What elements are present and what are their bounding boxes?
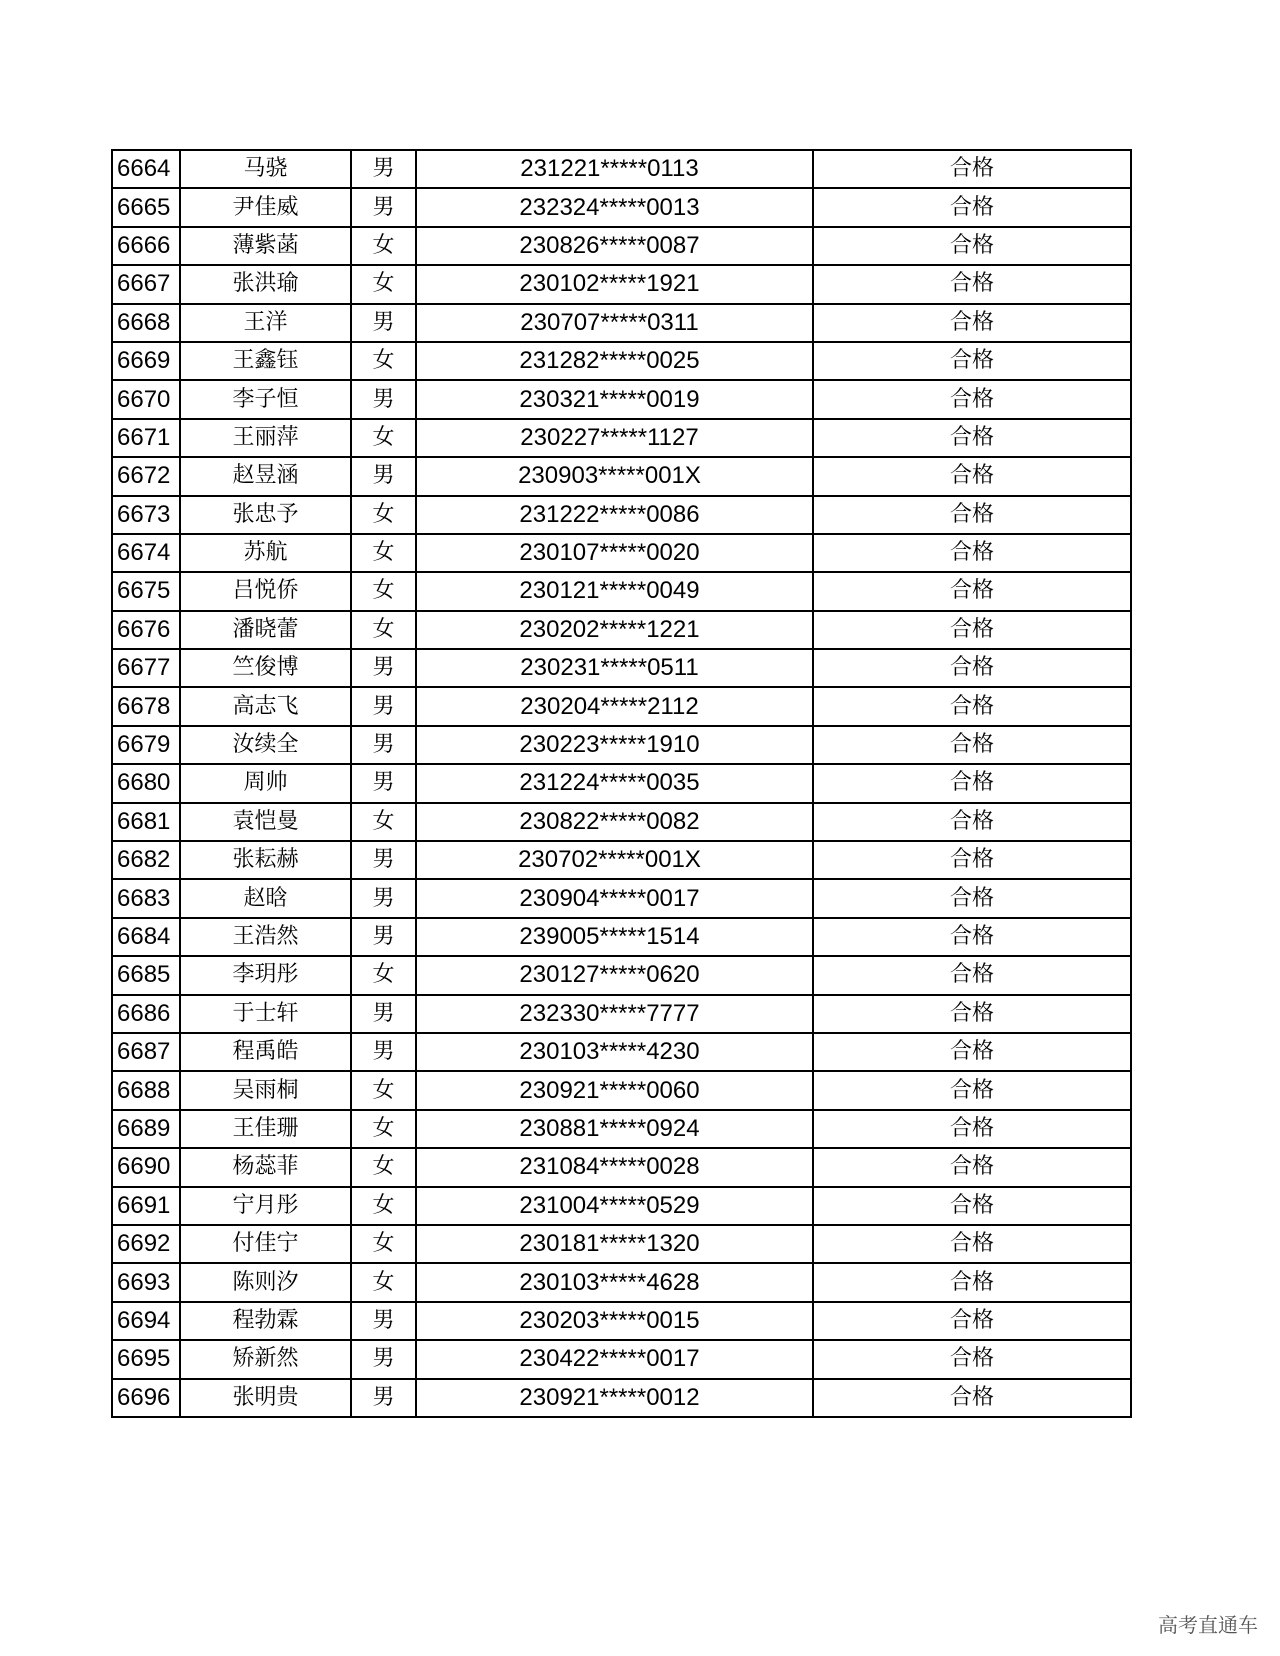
person-name: 张耘赫	[180, 841, 351, 879]
table-row	[112, 227, 1131, 265]
table-row	[112, 918, 1131, 956]
person-name: 张明贵	[180, 1379, 351, 1417]
person-name: 马骁	[180, 150, 351, 188]
table-row	[112, 649, 1131, 687]
id-number: 230904*****0017	[416, 879, 813, 917]
table-row	[112, 188, 1131, 226]
result-status: 合格	[813, 572, 1131, 610]
id-number: 230203*****0015	[416, 1302, 813, 1340]
table-row	[112, 879, 1131, 917]
person-name: 宁月彤	[180, 1187, 351, 1225]
id-number: 230181*****1320	[416, 1225, 813, 1263]
row-number: 6674	[112, 534, 180, 572]
table-row	[112, 572, 1131, 610]
gender: 女	[351, 419, 416, 457]
row-number: 6666	[112, 227, 180, 265]
id-number: 232324*****0013	[416, 188, 813, 226]
result-status: 合格	[813, 1225, 1131, 1263]
row-number: 6695	[112, 1340, 180, 1378]
result-status: 合格	[813, 380, 1131, 418]
gender: 男	[351, 764, 416, 802]
person-name: 王佳珊	[180, 1110, 351, 1148]
gender: 男	[351, 649, 416, 687]
result-status: 合格	[813, 188, 1131, 226]
id-number: 230921*****0060	[416, 1071, 813, 1109]
table-row	[112, 1071, 1131, 1109]
id-number: 230121*****0049	[416, 572, 813, 610]
result-status: 合格	[813, 687, 1131, 725]
table-row	[112, 265, 1131, 303]
id-number: 230921*****0012	[416, 1379, 813, 1417]
result-status: 合格	[813, 611, 1131, 649]
person-name: 潘晓蕾	[180, 611, 351, 649]
person-name: 薄紫菡	[180, 227, 351, 265]
person-name: 赵昱涵	[180, 457, 351, 495]
row-number: 6682	[112, 841, 180, 879]
gender: 女	[351, 496, 416, 534]
table-row	[112, 611, 1131, 649]
person-name: 杨蕊菲	[180, 1148, 351, 1186]
gender: 男	[351, 726, 416, 764]
result-status: 合格	[813, 841, 1131, 879]
id-number: 231282*****0025	[416, 342, 813, 380]
id-number: 230202*****1221	[416, 611, 813, 649]
id-number: 230321*****0019	[416, 380, 813, 418]
row-number: 6679	[112, 726, 180, 764]
gender: 女	[351, 803, 416, 841]
person-name: 张忠予	[180, 496, 351, 534]
gender: 女	[351, 1071, 416, 1109]
id-number: 239005*****1514	[416, 918, 813, 956]
id-number: 230881*****0924	[416, 1110, 813, 1148]
row-number: 6687	[112, 1033, 180, 1071]
table-row	[112, 150, 1131, 188]
result-status: 合格	[813, 1340, 1131, 1378]
row-number: 6664	[112, 150, 180, 188]
id-number: 230103*****4628	[416, 1263, 813, 1301]
person-name: 程勃霖	[180, 1302, 351, 1340]
row-number: 6691	[112, 1187, 180, 1225]
result-status: 合格	[813, 304, 1131, 342]
result-status: 合格	[813, 534, 1131, 572]
table-row	[112, 1379, 1131, 1417]
row-number: 6667	[112, 265, 180, 303]
person-name: 苏航	[180, 534, 351, 572]
gender: 男	[351, 1302, 416, 1340]
table-row	[112, 457, 1131, 495]
row-number: 6665	[112, 188, 180, 226]
result-status: 合格	[813, 1379, 1131, 1417]
id-number: 230903*****001X	[416, 457, 813, 495]
row-number: 6675	[112, 572, 180, 610]
table-row	[112, 342, 1131, 380]
row-number: 6670	[112, 380, 180, 418]
gender: 女	[351, 1263, 416, 1301]
table-row	[112, 995, 1131, 1033]
row-number: 6680	[112, 764, 180, 802]
results-table-body	[112, 150, 1131, 1417]
table-row	[112, 380, 1131, 418]
id-number: 230702*****001X	[416, 841, 813, 879]
person-name: 汝续全	[180, 726, 351, 764]
gender: 男	[351, 841, 416, 879]
id-number: 230227*****1127	[416, 419, 813, 457]
row-number: 6693	[112, 1263, 180, 1301]
row-number: 6676	[112, 611, 180, 649]
result-status: 合格	[813, 1302, 1131, 1340]
id-number: 230231*****0511	[416, 649, 813, 687]
result-status: 合格	[813, 1187, 1131, 1225]
person-name: 付佳宁	[180, 1225, 351, 1263]
person-name: 王鑫钰	[180, 342, 351, 380]
id-number: 230103*****4230	[416, 1033, 813, 1071]
person-name: 袁恺曼	[180, 803, 351, 841]
person-name: 王洋	[180, 304, 351, 342]
gender: 女	[351, 611, 416, 649]
gender: 男	[351, 304, 416, 342]
result-status: 合格	[813, 419, 1131, 457]
gender: 女	[351, 956, 416, 994]
person-name: 王丽萍	[180, 419, 351, 457]
table-row	[112, 1263, 1131, 1301]
table-row	[112, 1302, 1131, 1340]
row-number: 6690	[112, 1148, 180, 1186]
id-number: 230822*****0082	[416, 803, 813, 841]
result-status: 合格	[813, 764, 1131, 802]
result-status: 合格	[813, 803, 1131, 841]
person-name: 竺俊博	[180, 649, 351, 687]
person-name: 张洪瑜	[180, 265, 351, 303]
result-status: 合格	[813, 227, 1131, 265]
result-status: 合格	[813, 150, 1131, 188]
row-number: 6677	[112, 649, 180, 687]
person-name: 王浩然	[180, 918, 351, 956]
id-number: 230826*****0087	[416, 227, 813, 265]
gender: 男	[351, 687, 416, 725]
result-status: 合格	[813, 918, 1131, 956]
person-name: 周帅	[180, 764, 351, 802]
person-name: 吕悦侨	[180, 572, 351, 610]
row-number: 6678	[112, 687, 180, 725]
id-number: 230204*****2112	[416, 687, 813, 725]
result-status: 合格	[813, 879, 1131, 917]
result-status: 合格	[813, 457, 1131, 495]
table-row	[112, 1340, 1131, 1378]
row-number: 6671	[112, 419, 180, 457]
table-row	[112, 419, 1131, 457]
person-name: 李玥彤	[180, 956, 351, 994]
result-status: 合格	[813, 1033, 1131, 1071]
person-name: 李子恒	[180, 380, 351, 418]
id-number: 230127*****0620	[416, 956, 813, 994]
gender: 女	[351, 1187, 416, 1225]
table-row	[112, 534, 1131, 572]
gender: 男	[351, 995, 416, 1033]
result-status: 合格	[813, 995, 1131, 1033]
table-row	[112, 1225, 1131, 1263]
person-name: 程禹皓	[180, 1033, 351, 1071]
table-row	[112, 496, 1131, 534]
person-name: 高志飞	[180, 687, 351, 725]
gender: 男	[351, 457, 416, 495]
row-number: 6683	[112, 879, 180, 917]
result-status: 合格	[813, 1148, 1131, 1186]
table-row	[112, 304, 1131, 342]
result-status: 合格	[813, 1263, 1131, 1301]
person-name: 矫新然	[180, 1340, 351, 1378]
gender: 男	[351, 1033, 416, 1071]
result-status: 合格	[813, 1110, 1131, 1148]
row-number: 6689	[112, 1110, 180, 1148]
row-number: 6668	[112, 304, 180, 342]
person-name: 于士轩	[180, 995, 351, 1033]
row-number: 6681	[112, 803, 180, 841]
gender: 女	[351, 534, 416, 572]
id-number: 231224*****0035	[416, 764, 813, 802]
result-status: 合格	[813, 649, 1131, 687]
gender: 女	[351, 572, 416, 610]
id-number: 230107*****0020	[416, 534, 813, 572]
row-number: 6688	[112, 1071, 180, 1109]
id-number: 231004*****0529	[416, 1187, 813, 1225]
gender: 男	[351, 380, 416, 418]
gender: 男	[351, 188, 416, 226]
gender: 女	[351, 227, 416, 265]
person-name: 赵晗	[180, 879, 351, 917]
person-name: 尹佳威	[180, 188, 351, 226]
gender: 男	[351, 1379, 416, 1417]
id-number: 231084*****0028	[416, 1148, 813, 1186]
table-row	[112, 803, 1131, 841]
gender: 女	[351, 342, 416, 380]
gender: 女	[351, 1225, 416, 1263]
row-number: 6692	[112, 1225, 180, 1263]
gender: 女	[351, 1110, 416, 1148]
table-row	[112, 956, 1131, 994]
results-table	[111, 149, 1132, 1418]
person-name: 陈则汐	[180, 1263, 351, 1301]
row-number: 6685	[112, 956, 180, 994]
row-number: 6686	[112, 995, 180, 1033]
result-status: 合格	[813, 342, 1131, 380]
gender: 女	[351, 265, 416, 303]
gender: 男	[351, 150, 416, 188]
id-number: 230223*****1910	[416, 726, 813, 764]
result-status: 合格	[813, 726, 1131, 764]
id-number: 230102*****1921	[416, 265, 813, 303]
row-number: 6672	[112, 457, 180, 495]
id-number: 231221*****0113	[416, 150, 813, 188]
table-row	[112, 1148, 1131, 1186]
gender: 男	[351, 879, 416, 917]
gender: 男	[351, 1340, 416, 1378]
table-row	[112, 1187, 1131, 1225]
id-number: 230422*****0017	[416, 1340, 813, 1378]
id-number: 232330*****7777	[416, 995, 813, 1033]
row-number: 6669	[112, 342, 180, 380]
row-number: 6673	[112, 496, 180, 534]
table-row	[112, 841, 1131, 879]
result-status: 合格	[813, 265, 1131, 303]
id-number: 231222*****0086	[416, 496, 813, 534]
row-number: 6694	[112, 1302, 180, 1340]
gender: 女	[351, 1148, 416, 1186]
table-row	[112, 1110, 1131, 1148]
row-number: 6684	[112, 918, 180, 956]
result-status: 合格	[813, 956, 1131, 994]
table-row	[112, 726, 1131, 764]
table-row	[112, 687, 1131, 725]
gender: 男	[351, 918, 416, 956]
table-row	[112, 764, 1131, 802]
watermark: 高考直通车	[1158, 1613, 1258, 1637]
result-status: 合格	[813, 1071, 1131, 1109]
table-row	[112, 1033, 1131, 1071]
row-number: 6696	[112, 1379, 180, 1417]
person-name: 吴雨桐	[180, 1071, 351, 1109]
id-number: 230707*****0311	[416, 304, 813, 342]
result-status: 合格	[813, 496, 1131, 534]
